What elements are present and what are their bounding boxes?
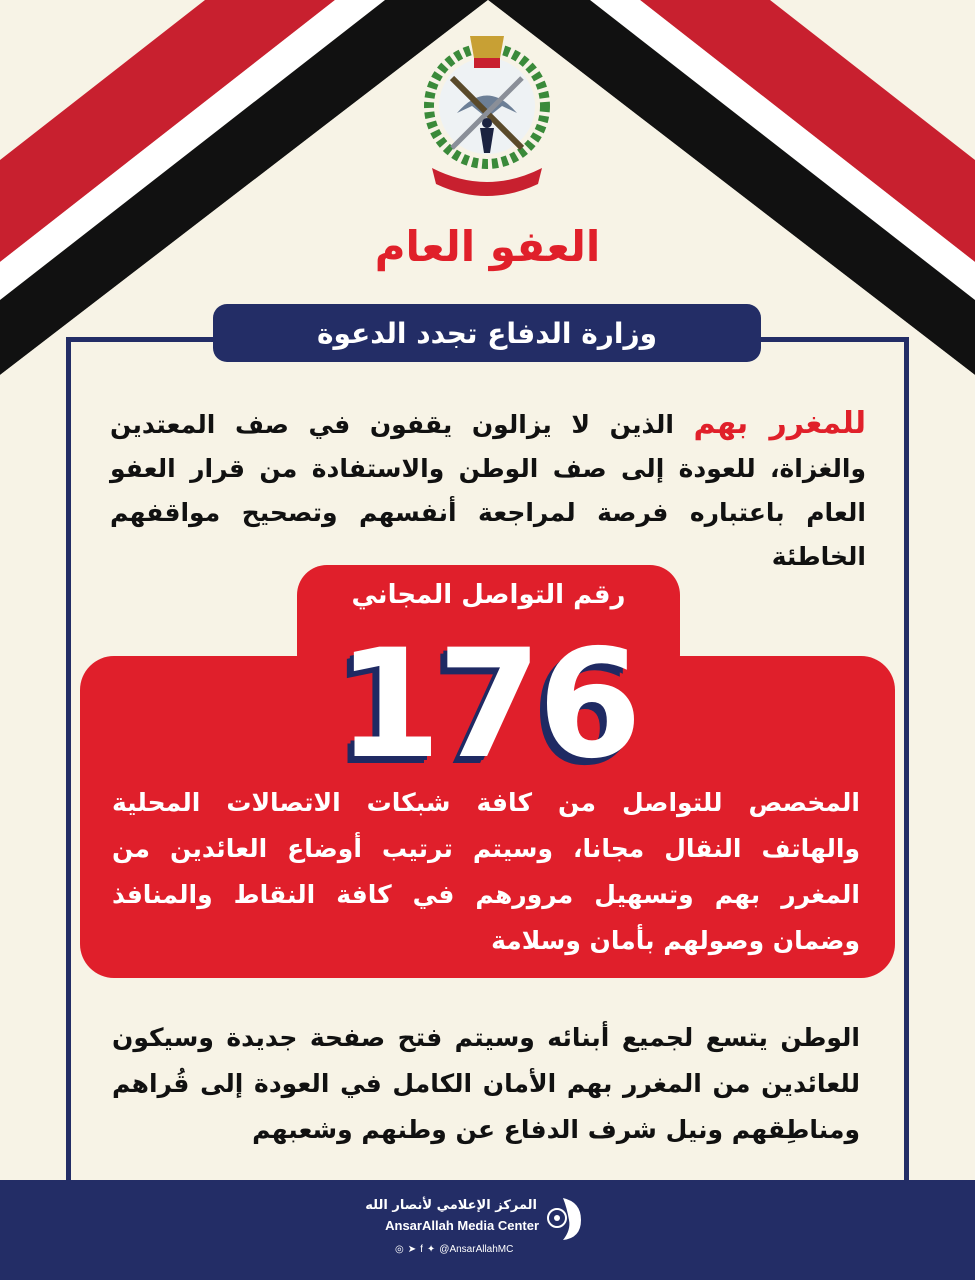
armed-forces-emblem-icon xyxy=(412,18,562,198)
social-row xyxy=(395,1244,517,1255)
org-name-english: AnsarAllah Media Center xyxy=(385,1218,539,1233)
page-title: العفو العام xyxy=(374,222,601,271)
intro-paragraph xyxy=(110,402,866,579)
footer-branding xyxy=(365,1188,585,1270)
intro-highlight: للمغرر بهم xyxy=(693,406,866,441)
closing-paragraph: الوطن يتسع لجميع أبنائه وسيتم فتح صفحة جديدة وسيكون للعائدين من المغرر بهم الأمان الكامل في العودة إلى قُراهم ومناطِقهم ونيل شرف الدفاع عن وطنهم وشعبهم xyxy=(112,1023,860,1144)
org-name-arabic: المركز الإعلامي لأنصار الله xyxy=(365,1198,537,1213)
intro-text: الذين لا يزالون يقفون في صف المعتدين والغزاة، للعودة إلى صف الوطن والاستفادة من قرار العفو العام باعتباره فرصة لمراجعة أنفسهم وتصحيح مواقفهم الخاطئة xyxy=(110,410,866,571)
contact-details: المخصص للتواصل من كافة شبكات الاتصالات المحلية والهاتف النقال مجانا، وسيتم ترتيب أوضاع العائدين من المغرر بهم وتسهيل مرورهم في كافة النقاط والمنافذ وضمان وصولهم بأمان وسلامة xyxy=(112,788,860,955)
social-handle[interactable]: @AnsarAllahMC xyxy=(439,1244,514,1255)
contact-number: 176 xyxy=(336,618,639,792)
contact-label: رقم التواصل المجاني xyxy=(351,580,626,610)
media-center-logo-icon xyxy=(541,1194,585,1244)
subtitle-banner: وزارة الدفاع تجدد الدعوة xyxy=(213,304,761,362)
instagram-icon[interactable]: ◎ xyxy=(395,1244,404,1255)
twitter-icon[interactable]: ✦ xyxy=(426,1244,436,1255)
telegram-icon[interactable]: ➤ xyxy=(407,1244,417,1255)
facebook-icon[interactable]: f xyxy=(420,1244,423,1255)
